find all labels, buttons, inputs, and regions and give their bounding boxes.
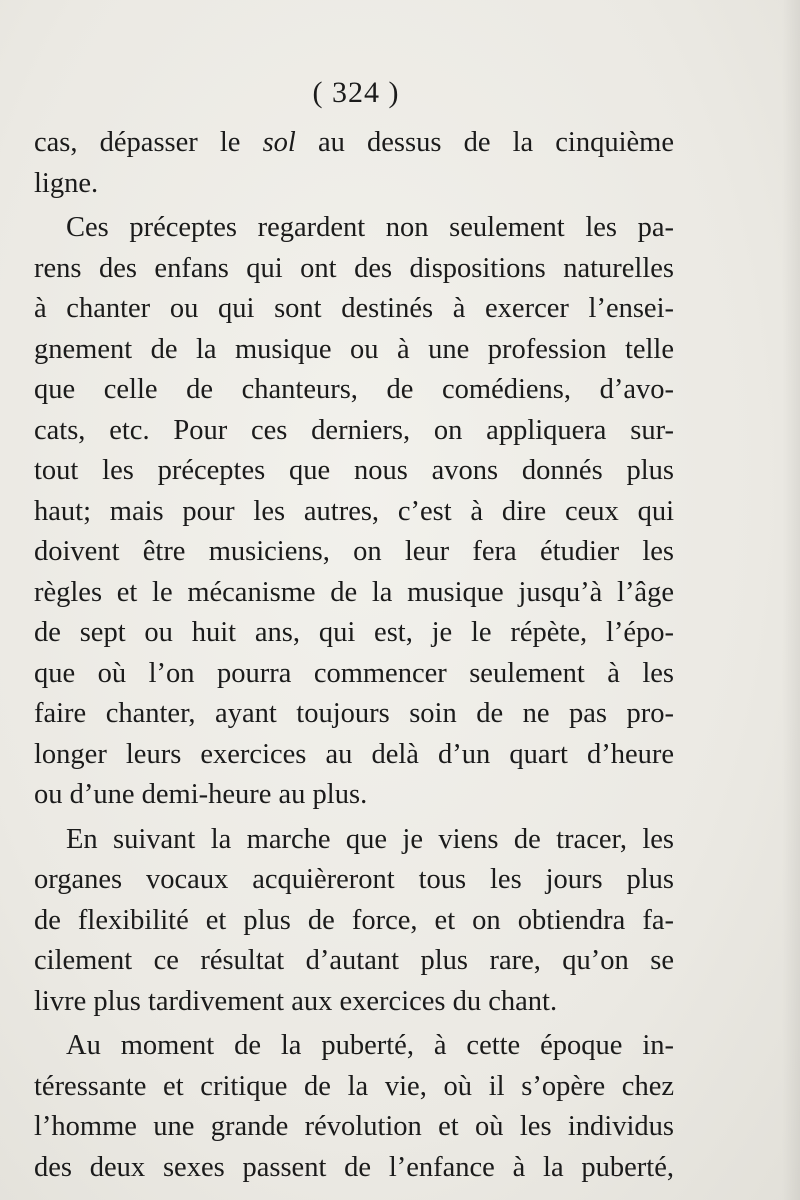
text-line: que celle de chanteurs, de comédiens, d’avo- bbox=[34, 374, 674, 405]
text-line: ligne. bbox=[34, 167, 99, 199]
text-line: Au moment de la puberté, à cette époque in- bbox=[66, 1030, 674, 1061]
text-line: des deux sexes passent de l’enfance à la puberté, bbox=[34, 1151, 674, 1183]
text-line: haut; mais pour les autres, c’est à dire ceux qui bbox=[34, 495, 674, 527]
page-edge-shadow bbox=[782, 0, 800, 1200]
text-line: faire chanter, ayant toujours soin de ne pas pro- bbox=[34, 698, 674, 729]
text-line: à chanter ou qui sont destinés à exercer l’ensei- bbox=[34, 293, 674, 324]
text-line: doivent être musiciens, on leur fera étudier les bbox=[34, 536, 674, 567]
text-line: gnement de la musique ou à une profession telle bbox=[34, 333, 674, 365]
text-line: cilement ce résultat d’autant plus rare, qu’on se bbox=[34, 945, 674, 976]
text-line: tout les préceptes que nous avons donnés plus bbox=[34, 455, 674, 486]
text-line: En suivant la marche que je viens de tracer, les bbox=[66, 823, 674, 855]
text-line: règles et le mécanisme de la musique jusqu’à l’âge bbox=[34, 576, 674, 608]
text-line: téressante et critique de la vie, où il s’opère chez bbox=[34, 1070, 674, 1102]
text-line: livre plus tardivement aux exercices du chant. bbox=[34, 985, 558, 1017]
page-number: ( 324 ) bbox=[312, 76, 400, 109]
text-line: rens des enfans qui ont des dispositions naturelles bbox=[34, 252, 674, 284]
text-line: que où l’on pourra commencer seulement à les bbox=[34, 657, 674, 689]
text-line: de sept ou huit ans, qui est, je le répète, l’épo- bbox=[34, 617, 674, 648]
body-text bbox=[34, 123, 674, 1188]
text-line: longer leurs exercices au delà d’un quart d’heure bbox=[34, 738, 674, 770]
text-line: de flexibilité et plus de force, et on obtiendra fa- bbox=[34, 904, 674, 936]
text-line: ou d’une demi-heure au plus. bbox=[34, 779, 368, 810]
text-line: cats, etc. Pour ces derniers, on appliquera sur- bbox=[34, 414, 674, 446]
text-line: organes vocaux acquièreront tous les jours plus bbox=[34, 864, 674, 895]
italic-word: sol bbox=[262, 127, 296, 158]
text-line: l’homme une grande révolution et où les individus bbox=[34, 1111, 674, 1142]
text-line: Ces préceptes regardent non seulement les pa- bbox=[66, 212, 674, 243]
text-line: cas, dépasser le sol au dessus de la cinquième bbox=[34, 127, 674, 158]
